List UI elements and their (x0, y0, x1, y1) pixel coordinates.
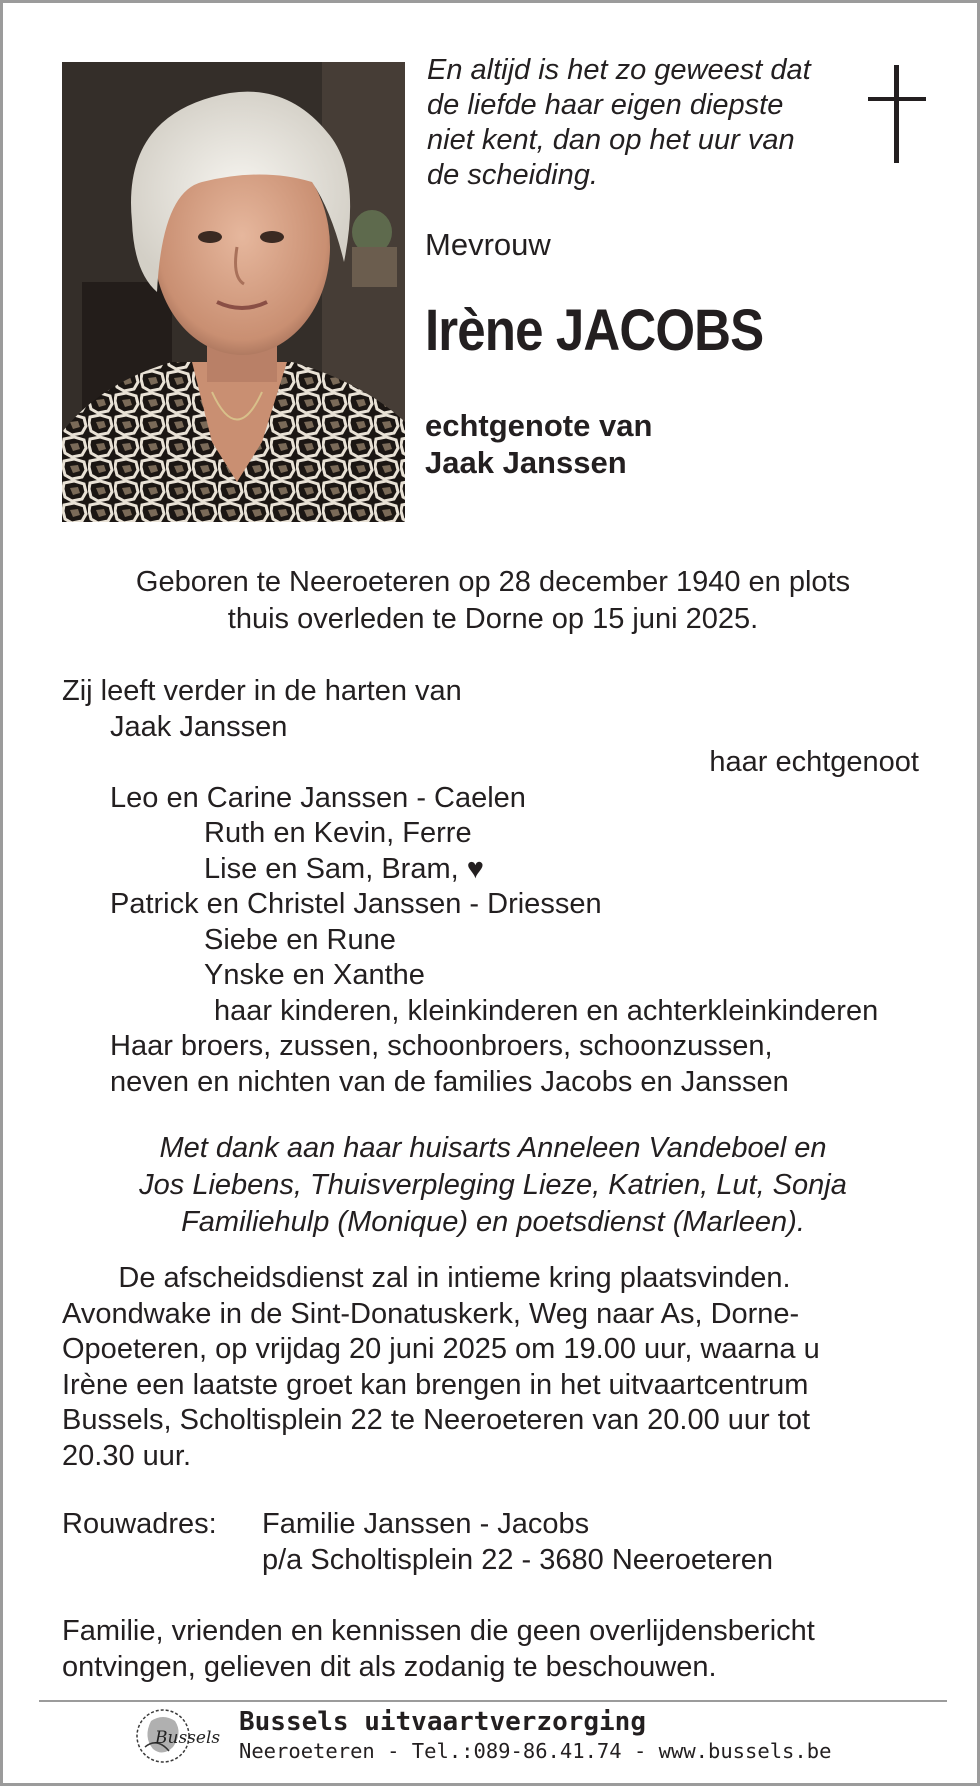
closing-text (62, 1613, 922, 1685)
company-name: Bussels uitvaartverzorging (239, 1707, 646, 1737)
thanks-line: Jos Liebens, Thuisverpleging Lieze, Katrien, Lut, Sonja (139, 1169, 847, 1201)
poem-line: niet kent, dan op het uur van (427, 124, 795, 156)
portrait-photo (62, 62, 405, 522)
address-line: Familie Janssen - Jacobs (262, 1508, 590, 1540)
survivor-role: haar echtgenoot (709, 746, 919, 778)
relation-line: echtgenote van (425, 408, 653, 443)
poem-line: de scheiding. (427, 159, 598, 191)
salutation: Mevrouw (425, 227, 551, 262)
footer-divider (39, 1700, 947, 1702)
survivor-extended: neven en nichten van de families Jacobs en Janssen (110, 1065, 789, 1098)
bussels-logo (133, 1707, 226, 1765)
closing-line: ontvingen, gelieven dit als zodanig te beschouwen. (62, 1651, 717, 1683)
poem-line: de liefde haar eigen diepste (427, 89, 784, 121)
service-line: Bussels, Scholtisplein 22 te Neeroeteren van 20.00 uur tot (62, 1404, 811, 1436)
company-contact: Neeroeteren - Tel.:089-86.41.74 - www.bussels.be (239, 1739, 832, 1763)
service-line: 20.30 uur. (62, 1439, 191, 1472)
survivor-grandchildren: Ruth en Kevin, Ferre (204, 817, 472, 849)
service-line: De afscheidsdienst zal in intieme kring plaatsvinden. (62, 1262, 791, 1294)
address-label: Rouwadres: (62, 1508, 217, 1540)
survivor-grandchildren: Lise en Sam, Bram, ♥ (204, 852, 484, 885)
service-line: Avondwake in de Sint-Donatuskerk, Weg naar As, Dorne- (62, 1297, 800, 1330)
service-info (62, 1261, 932, 1474)
survivor-family: Leo en Carine Janssen - Caelen (110, 781, 526, 814)
address-line: p/a Scholtisplein 22 - 3680 Neeroeteren (262, 1544, 774, 1576)
survivor-role: haar kinderen, kleinkinderen en achterkleinkinderen (214, 994, 879, 1027)
spouse-name: Jaak Janssen (425, 445, 627, 480)
portrait-image (62, 62, 405, 522)
spouse-relation (425, 407, 652, 481)
poem (427, 53, 857, 193)
cross-icon (868, 65, 926, 163)
birth-line: Geboren te Neeroeteren op 28 december 1940 en plots (135, 566, 851, 598)
deceased-name: Irène JACOBS (425, 298, 764, 363)
svg-text:Bussels: Bussels (155, 1728, 221, 1748)
thanks-line: Met dank aan haar huisarts Anneleen Vandeboel en (159, 1132, 827, 1164)
survivor-grandchildren: Ynske en Xanthe (204, 959, 425, 991)
survivors-list (62, 674, 922, 1100)
survivor-extended: Haar broers, zussen, schoonbroers, schoonzussen, (110, 1030, 773, 1062)
thanks-text (63, 1130, 923, 1241)
survivor-family: Patrick en Christel Janssen - Driessen (110, 888, 602, 920)
poem-line: En altijd is het zo geweest dat (427, 54, 811, 86)
thanks-line: Familiehulp (Monique) en poetsdienst (Marleen). (181, 1206, 805, 1238)
birth-death-text (63, 564, 923, 638)
death-line: thuis overleden te Dorne op 15 juni 2025. (227, 603, 759, 635)
survivor-spouse: Jaak Janssen (110, 710, 288, 743)
service-line: Opoeteren, op vrijdag 20 juni 2025 om 19.00 uur, waarna u (62, 1333, 820, 1365)
service-line: Irène een laatste groet kan brengen in het uitvaartcentrum (62, 1368, 809, 1401)
survivors-intro: Zij leeft verder in de harten van (62, 675, 462, 707)
survivor-grandchildren: Siebe en Rune (204, 923, 396, 956)
closing-line: Familie, vrienden en kennissen die geen overlijdensbericht (62, 1615, 815, 1647)
address-value (262, 1506, 773, 1578)
